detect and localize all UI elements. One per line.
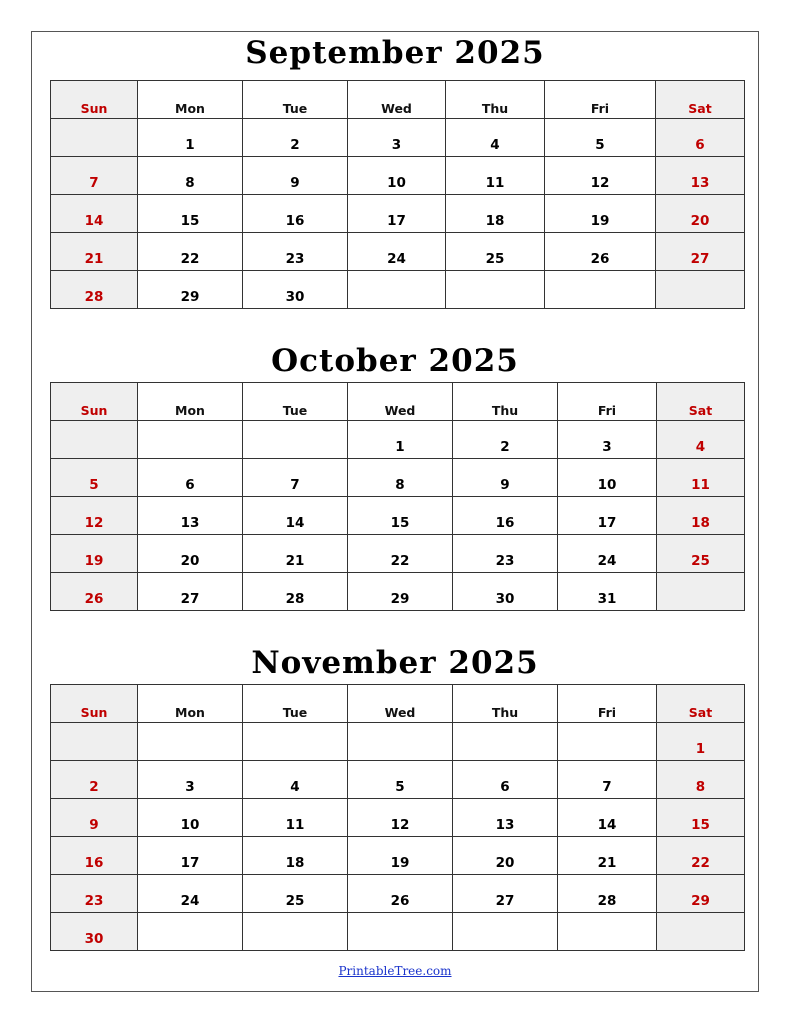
day-cell: 22 [138, 233, 243, 271]
calendar-page [31, 31, 759, 992]
day-cell: 18 [243, 837, 348, 875]
day-cell: 19 [545, 195, 656, 233]
day-cell: 7 [51, 157, 138, 195]
day-cell: 23 [453, 535, 558, 573]
day-cell: 15 [138, 195, 243, 233]
day-cell [453, 913, 558, 951]
day-cell [243, 913, 348, 951]
day-cell: 1 [348, 421, 453, 459]
week-row [51, 497, 745, 535]
day-cell: 3 [348, 119, 446, 157]
day-cell: 9 [453, 459, 558, 497]
day-cell: 2 [453, 421, 558, 459]
day-cell [348, 913, 453, 951]
week-row [51, 799, 745, 837]
weekday-fri: Fri [545, 81, 656, 119]
day-cell [657, 573, 745, 611]
day-cell: 11 [446, 157, 545, 195]
day-cell: 26 [348, 875, 453, 913]
day-cell: 8 [657, 761, 745, 799]
day-cell: 21 [558, 837, 657, 875]
day-cell: 13 [453, 799, 558, 837]
day-cell [138, 723, 243, 761]
day-cell: 25 [657, 535, 745, 573]
day-cell: 24 [348, 233, 446, 271]
weekday-thu: Thu [453, 383, 558, 421]
weekday-sat: Sat [656, 81, 745, 119]
day-cell: 3 [558, 421, 657, 459]
day-cell: 5 [545, 119, 656, 157]
day-cell: 20 [453, 837, 558, 875]
calendar-grid-november [50, 684, 745, 951]
weekday-sat: Sat [657, 383, 745, 421]
day-cell: 22 [348, 535, 453, 573]
day-cell [558, 723, 657, 761]
weekday-tue: Tue [243, 685, 348, 723]
day-cell: 25 [243, 875, 348, 913]
day-cell: 14 [243, 497, 348, 535]
day-cell: 24 [558, 535, 657, 573]
week-row [51, 421, 745, 459]
week-row [51, 459, 745, 497]
day-cell [51, 119, 138, 157]
week-row [51, 195, 745, 233]
day-cell [453, 723, 558, 761]
day-cell: 4 [243, 761, 348, 799]
weekday-header-row [51, 383, 745, 421]
footer [32, 964, 758, 978]
weekday-thu: Thu [446, 81, 545, 119]
week-row [51, 913, 745, 951]
day-cell: 3 [138, 761, 243, 799]
day-cell: 20 [138, 535, 243, 573]
day-cell [51, 723, 138, 761]
day-cell: 7 [243, 459, 348, 497]
calendar-grid-september [50, 80, 745, 309]
day-cell: 27 [656, 233, 745, 271]
weekday-header-row [51, 685, 745, 723]
day-cell: 16 [243, 195, 348, 233]
day-cell: 19 [51, 535, 138, 573]
weekday-sun: Sun [51, 81, 138, 119]
day-cell: 28 [558, 875, 657, 913]
day-cell: 14 [558, 799, 657, 837]
weekday-mon: Mon [138, 685, 243, 723]
weekday-fri: Fri [558, 685, 657, 723]
day-cell [446, 271, 545, 309]
day-cell: 17 [558, 497, 657, 535]
day-cell: 13 [656, 157, 745, 195]
weekday-mon: Mon [138, 383, 243, 421]
day-cell: 10 [558, 459, 657, 497]
day-cell: 16 [51, 837, 138, 875]
day-cell: 1 [138, 119, 243, 157]
weekday-sun: Sun [51, 383, 138, 421]
day-cell [243, 421, 348, 459]
month-title-november: November 2025 [251, 645, 539, 681]
day-cell: 2 [51, 761, 138, 799]
day-cell: 27 [453, 875, 558, 913]
day-cell: 29 [348, 573, 453, 611]
day-cell: 4 [446, 119, 545, 157]
week-row [51, 723, 745, 761]
day-cell [656, 271, 745, 309]
weekday-sun: Sun [51, 685, 138, 723]
day-cell: 12 [51, 497, 138, 535]
day-cell [243, 723, 348, 761]
day-cell: 30 [243, 271, 348, 309]
week-row [51, 119, 745, 157]
day-cell: 15 [348, 497, 453, 535]
calendar-grid-october [50, 382, 745, 611]
day-cell: 6 [138, 459, 243, 497]
day-cell: 9 [243, 157, 348, 195]
day-cell: 10 [138, 799, 243, 837]
day-cell: 30 [51, 913, 138, 951]
day-cell: 12 [348, 799, 453, 837]
day-cell: 5 [348, 761, 453, 799]
day-cell: 5 [51, 459, 138, 497]
day-cell: 28 [243, 573, 348, 611]
weekday-header-row [51, 81, 745, 119]
day-cell: 17 [138, 837, 243, 875]
day-cell: 9 [51, 799, 138, 837]
day-cell [51, 421, 138, 459]
day-cell: 17 [348, 195, 446, 233]
weekday-wed: Wed [348, 685, 453, 723]
day-cell: 19 [348, 837, 453, 875]
week-row [51, 535, 745, 573]
day-cell: 6 [453, 761, 558, 799]
day-cell [558, 913, 657, 951]
day-cell [348, 723, 453, 761]
day-cell: 27 [138, 573, 243, 611]
week-row [51, 157, 745, 195]
day-cell: 18 [657, 497, 745, 535]
day-cell: 18 [446, 195, 545, 233]
day-cell: 23 [243, 233, 348, 271]
day-cell: 25 [446, 233, 545, 271]
day-cell: 15 [657, 799, 745, 837]
day-cell: 11 [657, 459, 745, 497]
day-cell: 13 [138, 497, 243, 535]
weekday-tue: Tue [243, 383, 348, 421]
day-cell: 29 [138, 271, 243, 309]
day-cell [348, 271, 446, 309]
day-cell [138, 421, 243, 459]
day-cell: 12 [545, 157, 656, 195]
day-cell: 8 [348, 459, 453, 497]
weekday-mon: Mon [138, 81, 243, 119]
day-cell: 21 [243, 535, 348, 573]
weekday-wed: Wed [348, 383, 453, 421]
day-cell: 26 [51, 573, 138, 611]
day-cell: 16 [453, 497, 558, 535]
day-cell: 21 [51, 233, 138, 271]
weekday-sat: Sat [657, 685, 745, 723]
week-row [51, 573, 745, 611]
day-cell: 23 [51, 875, 138, 913]
weekday-thu: Thu [453, 685, 558, 723]
day-cell [545, 271, 656, 309]
week-row [51, 837, 745, 875]
day-cell: 29 [657, 875, 745, 913]
day-cell: 31 [558, 573, 657, 611]
month-title-october: October 2025 [271, 343, 519, 379]
day-cell: 10 [348, 157, 446, 195]
day-cell: 24 [138, 875, 243, 913]
day-cell: 20 [656, 195, 745, 233]
day-cell: 4 [657, 421, 745, 459]
day-cell: 2 [243, 119, 348, 157]
printabletree-link[interactable]: PrintableTree.com [338, 964, 452, 978]
day-cell: 8 [138, 157, 243, 195]
week-row [51, 875, 745, 913]
day-cell: 28 [51, 271, 138, 309]
day-cell: 7 [558, 761, 657, 799]
weekday-fri: Fri [558, 383, 657, 421]
week-row [51, 233, 745, 271]
week-row [51, 761, 745, 799]
day-cell [657, 913, 745, 951]
month-title-september: September 2025 [245, 35, 545, 71]
day-cell: 30 [453, 573, 558, 611]
day-cell: 6 [656, 119, 745, 157]
day-cell: 14 [51, 195, 138, 233]
day-cell: 1 [657, 723, 745, 761]
day-cell: 11 [243, 799, 348, 837]
day-cell [138, 913, 243, 951]
day-cell: 26 [545, 233, 656, 271]
week-row [51, 271, 745, 309]
weekday-wed: Wed [348, 81, 446, 119]
day-cell: 22 [657, 837, 745, 875]
weekday-tue: Tue [243, 81, 348, 119]
